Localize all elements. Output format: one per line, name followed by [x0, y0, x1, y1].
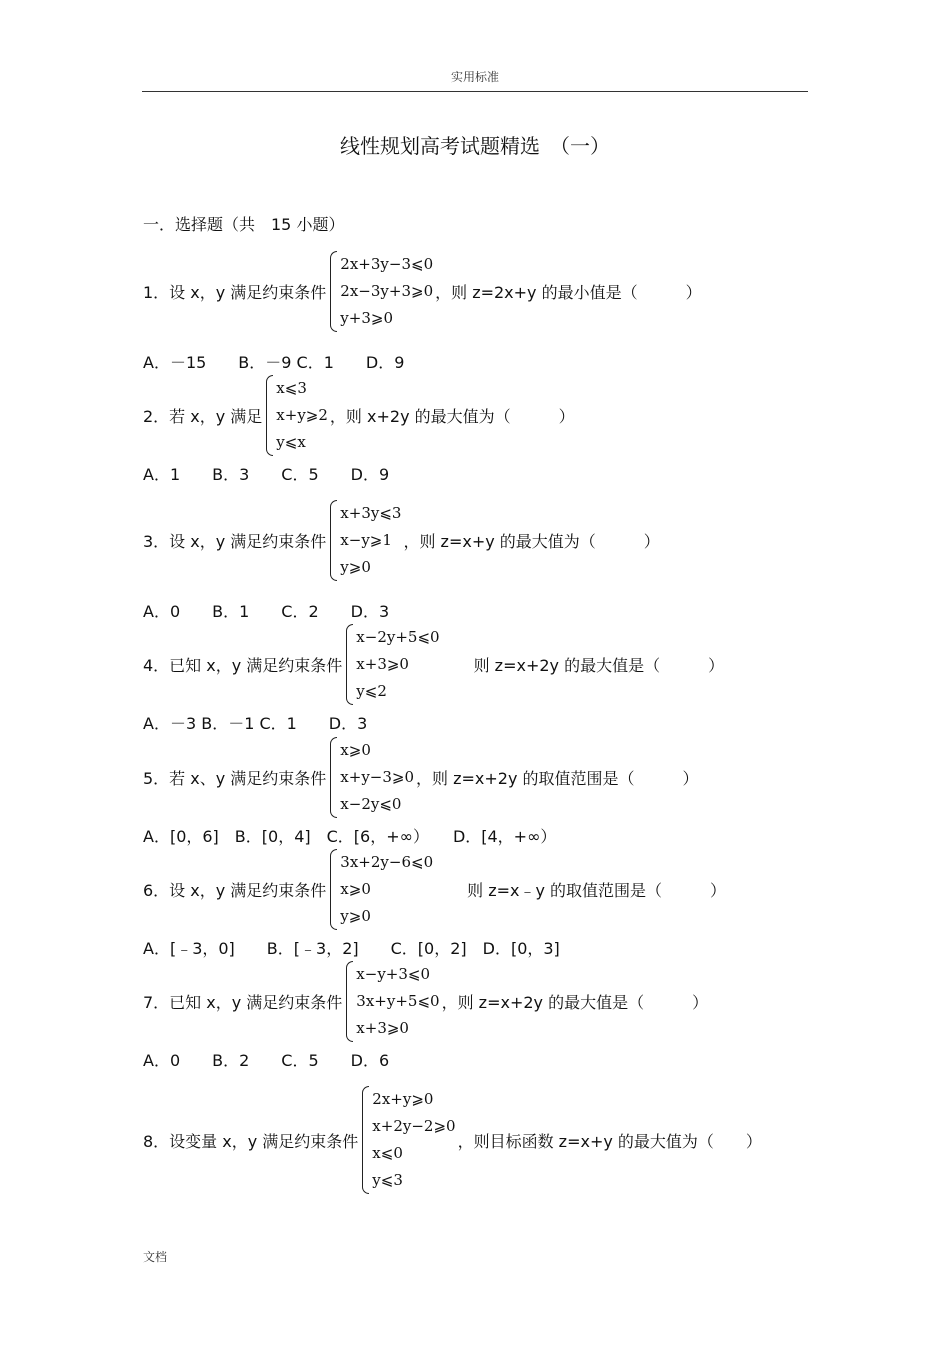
constraint: x+2y−2⩾0: [372, 1117, 456, 1135]
constraint: y⩾0: [340, 906, 371, 925]
constraint: x⩽0: [372, 1144, 403, 1162]
question-text: 8．设变量 x，y 满足约束条件: [143, 1131, 359, 1151]
constraint: x−y+3⩽0: [356, 964, 431, 983]
question-text: 6．设 x，y 满足约束条件: [143, 880, 327, 900]
question-text: ，则 z=x+y 的最大值为（ ）: [403, 531, 660, 551]
question-5: [143, 736, 699, 818]
question-text: 4．已知 x，y 满足约束条件: [143, 655, 343, 675]
question-6: [143, 848, 726, 930]
constraint: 3x+2y−6⩽0: [340, 852, 434, 871]
constraint: x⩽3: [276, 378, 307, 397]
options-2: A．1 B．3 C．5 D．9: [143, 465, 390, 484]
brace: [330, 737, 337, 818]
question-1: [143, 250, 702, 332]
question-text: ，则目标函数 z=x+y 的最大值为（ ）: [457, 1131, 762, 1151]
question-text: 1．设 x，y 满足约束条件: [143, 282, 327, 302]
options-6: A．[﹣3，0] B．[﹣3，2] C．[0，2] D．[0，3]: [143, 939, 560, 958]
brace: [330, 500, 337, 581]
page-footer: 文档: [143, 1250, 168, 1264]
question-text: 7．已知 x，y 满足约束条件: [143, 992, 343, 1012]
question-text: 3．设 x，y 满足约束条件: [143, 531, 327, 551]
constraint-system: [330, 849, 433, 930]
brace: [330, 251, 337, 332]
brace: [266, 375, 273, 456]
constraint: x+y−3⩾0: [340, 767, 415, 786]
constraint: x+3⩾0: [356, 1018, 409, 1037]
question-text: ，则 z=2x+y 的最小值是（ ）: [435, 282, 702, 302]
constraint: x+3⩾0: [356, 654, 409, 673]
question-3: [143, 499, 660, 581]
constraint-system: [266, 375, 328, 456]
question-7: [143, 960, 708, 1042]
question-text: 2．若 x，y 满足: [143, 406, 263, 426]
brace: [346, 961, 353, 1042]
question-text: ，则 z=x+2y 的最大值是（ ）: [441, 992, 709, 1012]
constraint: x−y⩾1: [340, 530, 392, 549]
question-text: 5．若 x、y 满足约束条件: [143, 768, 327, 788]
header-rule: [142, 91, 808, 92]
constraint: x⩾0: [340, 740, 371, 759]
constraint-system: [362, 1086, 455, 1194]
constraint-system: [330, 500, 401, 581]
constraint: y⩽2: [356, 681, 387, 700]
constraint: y⩽3: [372, 1171, 403, 1189]
page-header: 实用标准: [450, 70, 499, 84]
question-text: 则 z=x﹣y 的取值范围是（ ）: [435, 880, 727, 900]
constraint-system: [330, 251, 433, 332]
constraint: 3x+y+5⩽0: [356, 991, 440, 1010]
constraint: 2x+y⩾0: [372, 1090, 434, 1108]
constraint: x⩾0: [340, 879, 371, 898]
options-3: A．0 B．1 C．2 D．3: [143, 602, 390, 621]
constraint: 2x+3y−3⩽0: [340, 254, 434, 273]
constraint: x−2y⩽0: [340, 794, 402, 813]
options-7: A．0 B．2 C．5 D．6: [143, 1051, 390, 1070]
constraint-system: [346, 624, 439, 705]
brace: [346, 624, 353, 705]
question-text: 则 z=x+2y 的最大值是（ ）: [441, 655, 725, 675]
section-heading: 一．选择题（共 15 小题）: [143, 215, 345, 234]
question-8: [143, 1086, 762, 1194]
constraint: x+y⩾2: [276, 405, 328, 424]
question-text: ，则 z=x+2y 的取值范围是（ ）: [416, 768, 699, 788]
brace: [330, 849, 337, 930]
constraint: y+3⩾0: [340, 308, 393, 327]
question-2: [143, 374, 575, 456]
question-text: ，则 x+2y 的最大值为（ ）: [329, 406, 575, 426]
page-title: 线性规划高考试题精选 （一）: [340, 134, 610, 158]
constraint: y⩽x: [276, 432, 306, 451]
constraint: x−2y+5⩽0: [356, 627, 440, 646]
constraint: 2x−3y+3⩾0: [340, 281, 434, 300]
constraint-system: [346, 961, 439, 1042]
constraint: y⩾0: [340, 557, 371, 576]
options-5: A．[0，6] B．[0，4] C．[6，+∞） D．[4，+∞）: [143, 827, 557, 846]
constraint-system: [330, 737, 414, 818]
options-4: A．－3 B．－1 C．1 D．3: [143, 714, 368, 733]
brace: [362, 1086, 369, 1194]
constraint: x+3y⩽3: [340, 503, 402, 522]
question-4: [143, 623, 724, 705]
options-1: A．－15 B．－9 C．1 D．9: [143, 353, 405, 372]
